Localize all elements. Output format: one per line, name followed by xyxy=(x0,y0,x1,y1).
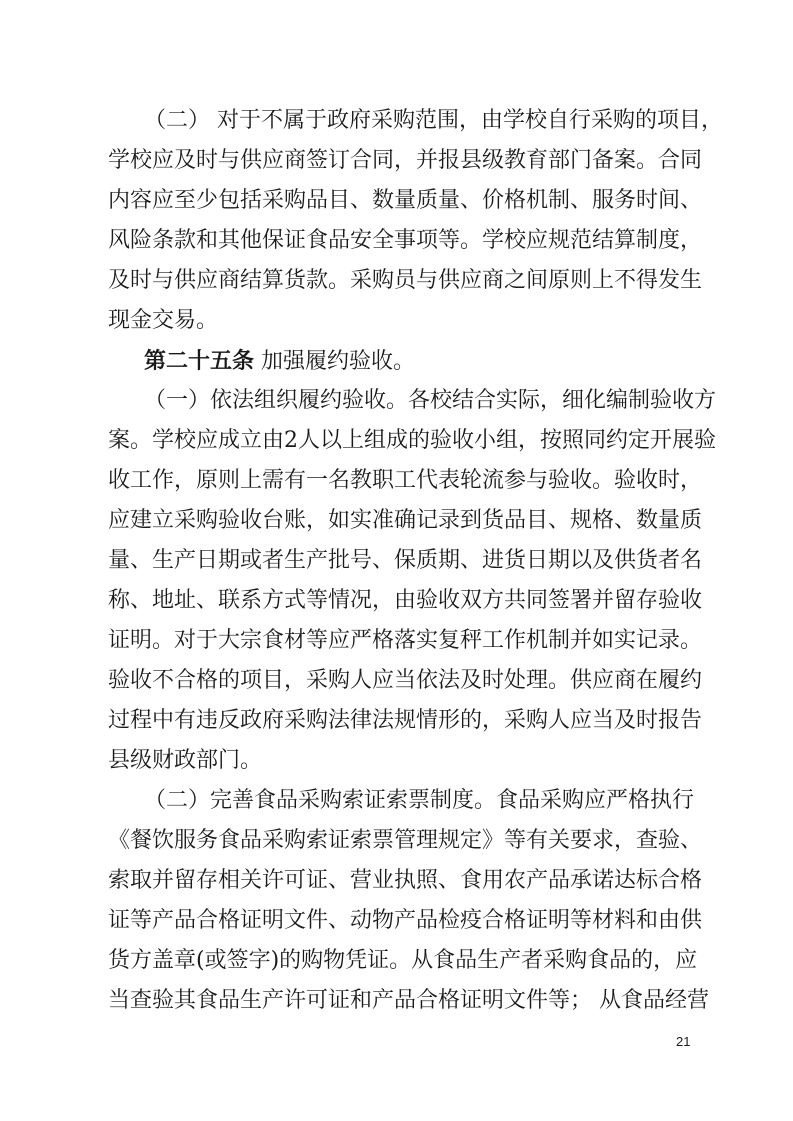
paragraph-line: （二）完善食品采购索证索票制度。食品采购应严格执行 xyxy=(144,788,695,813)
paragraph-line: 量、生产日期或者生产批号、保质期、进货日期以及供货者名 xyxy=(108,548,703,573)
paragraph-line: 学校应及时与供应商签订合同，并报县级教育部门备案。合同 xyxy=(108,148,703,173)
paragraph-line: 县级财政部门。 xyxy=(108,748,263,773)
paragraph-line: 案。学校应成立由2人以上组成的验收小组，按照同约定开展验 xyxy=(108,428,716,453)
paragraph-line: 当查验其食品生产许可证和产品合格证明文件等； 从食品经营 xyxy=(108,988,709,1013)
paragraph-line: 货方盖章(或签字)的购物凭证。从食品生产者采购食品的，应 xyxy=(108,948,698,973)
paragraph-line: 现金交易。 xyxy=(108,308,219,333)
paragraph-line: 证明。对于大宗食材等应严格落实复秤工作机制并如实记录。 xyxy=(108,628,703,653)
paragraph-line: 索取并留存相关许可证、营业执照、食用农产品承诺达标合格 xyxy=(108,868,703,893)
article-title: 加强履约验收。 xyxy=(261,349,416,374)
document-body xyxy=(108,101,723,1021)
page-number: 21 xyxy=(676,1034,691,1049)
paragraph-line: 风险条款和其他保证食品安全事项等。学校应规范结算制度， xyxy=(108,228,703,253)
paragraph-line: 应建立采购验收台账，如实准确记录到货品目、规格、数量质 xyxy=(108,508,703,533)
paragraph-line: 过程中有违反政府采购法律法规情形的，采购人应当及时报告 xyxy=(108,708,703,733)
paragraph-line: 验收不合格的项目，采购人应当依法及时处理。供应商在履约 xyxy=(108,668,703,693)
paragraph-line: 内容应至少包括采购品目、数量质量、价格机制、服务时间、 xyxy=(108,188,703,213)
paragraph-line: 及时与供应商结算货款。采购员与供应商之间原则上不得发生 xyxy=(108,268,703,293)
paragraph-line: 收工作，原则上需有一名教职工代表轮流参与验收。验收时， xyxy=(108,468,703,493)
article-heading: 第二十五条 xyxy=(144,348,255,374)
paragraph-line: （一）依法组织履约验收。各校结合实际，细化编制验收方 xyxy=(144,388,717,413)
paragraph-line: 称、地址、联系方式等情况，由验收双方共同签署并留存验收 xyxy=(108,588,703,613)
article-line xyxy=(108,341,690,381)
paragraph-line: 证等产品合格证明文件、动物产品检疫合格证明等材料和由供 xyxy=(108,908,703,933)
paragraph-line: （二） 对于不属于政府采购范围，由学校自行采购的项目， xyxy=(144,108,723,133)
paragraph-line: 《餐饮服务食品采购索证索票管理规定》等有关要求，查验、 xyxy=(108,828,703,853)
